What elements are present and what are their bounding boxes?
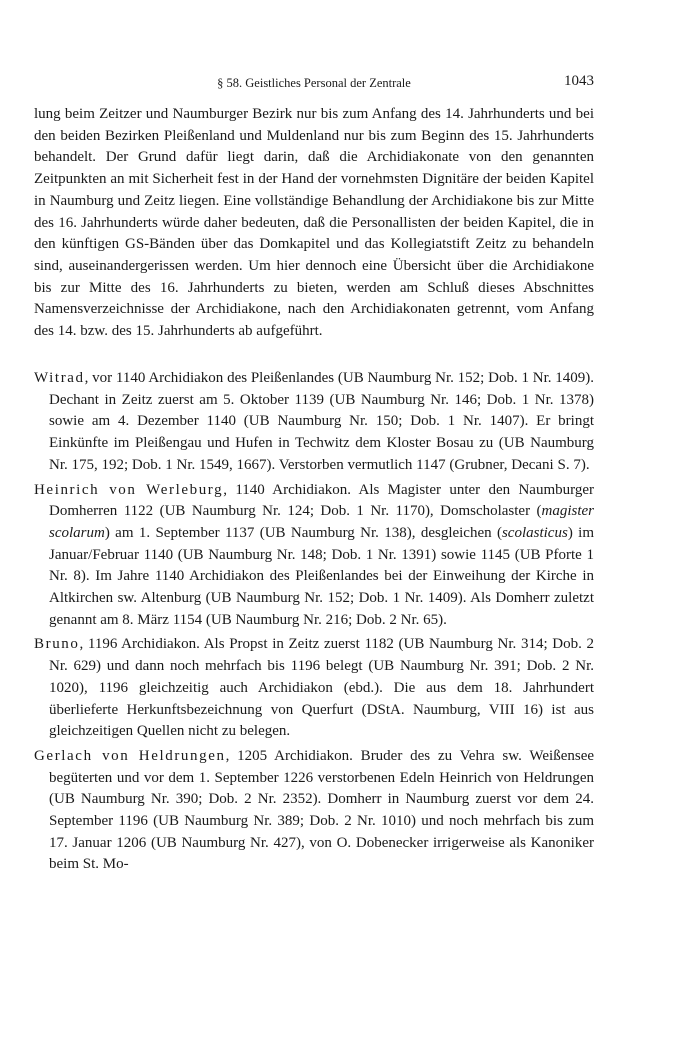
entry-latin-term: magister scolarum — [49, 503, 594, 541]
entry-text: , 1196 Archidiakon. Als Propst in Zeitz zuerst 1182 (UB Naumburg Nr. 314; Dob. 2 Nr. 629) und dann noch mehrfach bis 1196 belegt (UB Naumburg Nr. 391; Dob. 2 Nr. 1020), 1196 gleichzeitig auch Archidiakon (ebd.). Die aus dem 18. Jahrhundert überlieferte Herkunftsbezeichnung von Querfurt (DStA. Naumburg, VIII 16) ist aus gleichzeitigen Quellen nicht zu belegen. — [49, 636, 594, 740]
running-title: § 58. Geistliches Personal der Zentrale — [217, 76, 411, 90]
entry-name: Heinrich von Werleburg — [34, 481, 224, 498]
entry-heinrich-von-werleburg — [34, 480, 594, 632]
entry-witrad — [34, 368, 594, 477]
entry-name: Bruno — [34, 636, 80, 653]
page-number: 1043 — [564, 73, 594, 89]
entry-text: , 1205 Archidiakon. Bruder des zu Vehra sw. Weißensee begüterten und vor dem 1. September 1226 verstorbenen Edeln Heinrich von Heldrungen (UB Naumburg Nr. 390; Dob. 2 Nr. 2352). Domherr in Naumburg zuerst vor dem 24. September 1196 (UB Naumburg Nr. 389; Dob. 2 Nr. 1010) und noch mehrfach bis zum 17. Januar 1206 (UB Naumburg Nr. 427), von O. Dobenecker irrigerweise als Kanoniker beim St. Mo- — [49, 747, 595, 873]
intro-paragraph: lung beim Zeitzer und Naumburger Bezirk nur bis zum Anfang des 14. Jahrhunderts und bei den beiden Bezirken Pleißenland und Muldenland nur bis zum Beginn des 15. Jahrhunderts behandelt. Der Grund dafür liegt darin, daß die Archidiakonate von den genannten Zeitpunkten an mit Sicherheit fest in der Hand der vornehmsten Dignitäre der beiden Kapitel in Naumburg und Zeitz liegen. Eine vollständige Behandlung der Archidiakone bis zur Mitte des 16. Jahrhunderts würde daher bedeuten, daß die Personallisten der beiden Kapitel, die in den künftigen GS-Bänden über das Domkapitel und das Kollegiatstift Zeitz zu behandeln sind, auseinandergerissen werden. Um hier dennoch eine Übersicht über die Archidiakone bis zur Mitte des 16. Jahrhunderts zu bieten, werden am Schluß dieses Abschnittes Namensverzeichnisse der Archidiakone, nach den Archidiakonaten getrennt, vom Anfang des 14. bzw. des 15. Jahrhunderts ab aufgeführt. — [34, 106, 594, 340]
running-head — [34, 73, 594, 96]
entry-latin-term: scolasticus — [501, 524, 568, 541]
entry-text: ) am 1. September 1137 (UB Naumburg Nr. 138), desgleichen ( — [104, 524, 502, 541]
entry-list — [34, 368, 594, 879]
entry-gerlach-von-heldrungen — [34, 746, 594, 876]
entry-name: Witrad — [34, 370, 85, 386]
entry-text: , 1140 Archidiakon. Als Magister unter den Naumburger Domherren 1122 (UB Naumburg Nr. 124; Dob. 1 Nr. 1170), Domscholaster ( — [49, 481, 594, 520]
entry-name: Gerlach von Heldrungen — [34, 747, 226, 764]
entry-bruno — [34, 634, 594, 743]
entry-text: , vor 1140 Archidiakon des Pleißenlandes (UB Naumburg Nr. 152; Dob. 1 Nr. 1409). Dechant in Zeitz zuerst am 5. Oktober 1139 (UB Naumburg Nr. 146; Dob. 1 Nr. 1378) sowie am 4. Dezember 1140 (UB Naumburg Nr. 150; Dob. 1 Nr. 1407). Er bringt Einkünfte im Pleißengau und Hufen in Techwitz dem Kloster Bosau zu (UB Naumburg Nr. 175, 192; Dob. 1 Nr. 1549, 1667). Verstorben vermutlich 1147 (Grubner, Decani S. 7). — [49, 370, 594, 473]
entry-text: ) im Januar/Februar 1140 (UB Naumburg Nr. 148; Dob. 1 Nr. 1391) sowie 1145 (UB Pforte 1 Nr. 8). Im Jahre 1140 Archidiakon des Pleißenlandes bei der Einweihung der Kirche in Altkirchen sw. Altenburg (UB Naumburg Nr. 152; Dob. 1 Nr. 1409). Als Domherr zuletzt genannt am 8. März 1154 (UB Naumburg Nr. 216; Dob. 2 Nr. 65). — [49, 524, 594, 628]
